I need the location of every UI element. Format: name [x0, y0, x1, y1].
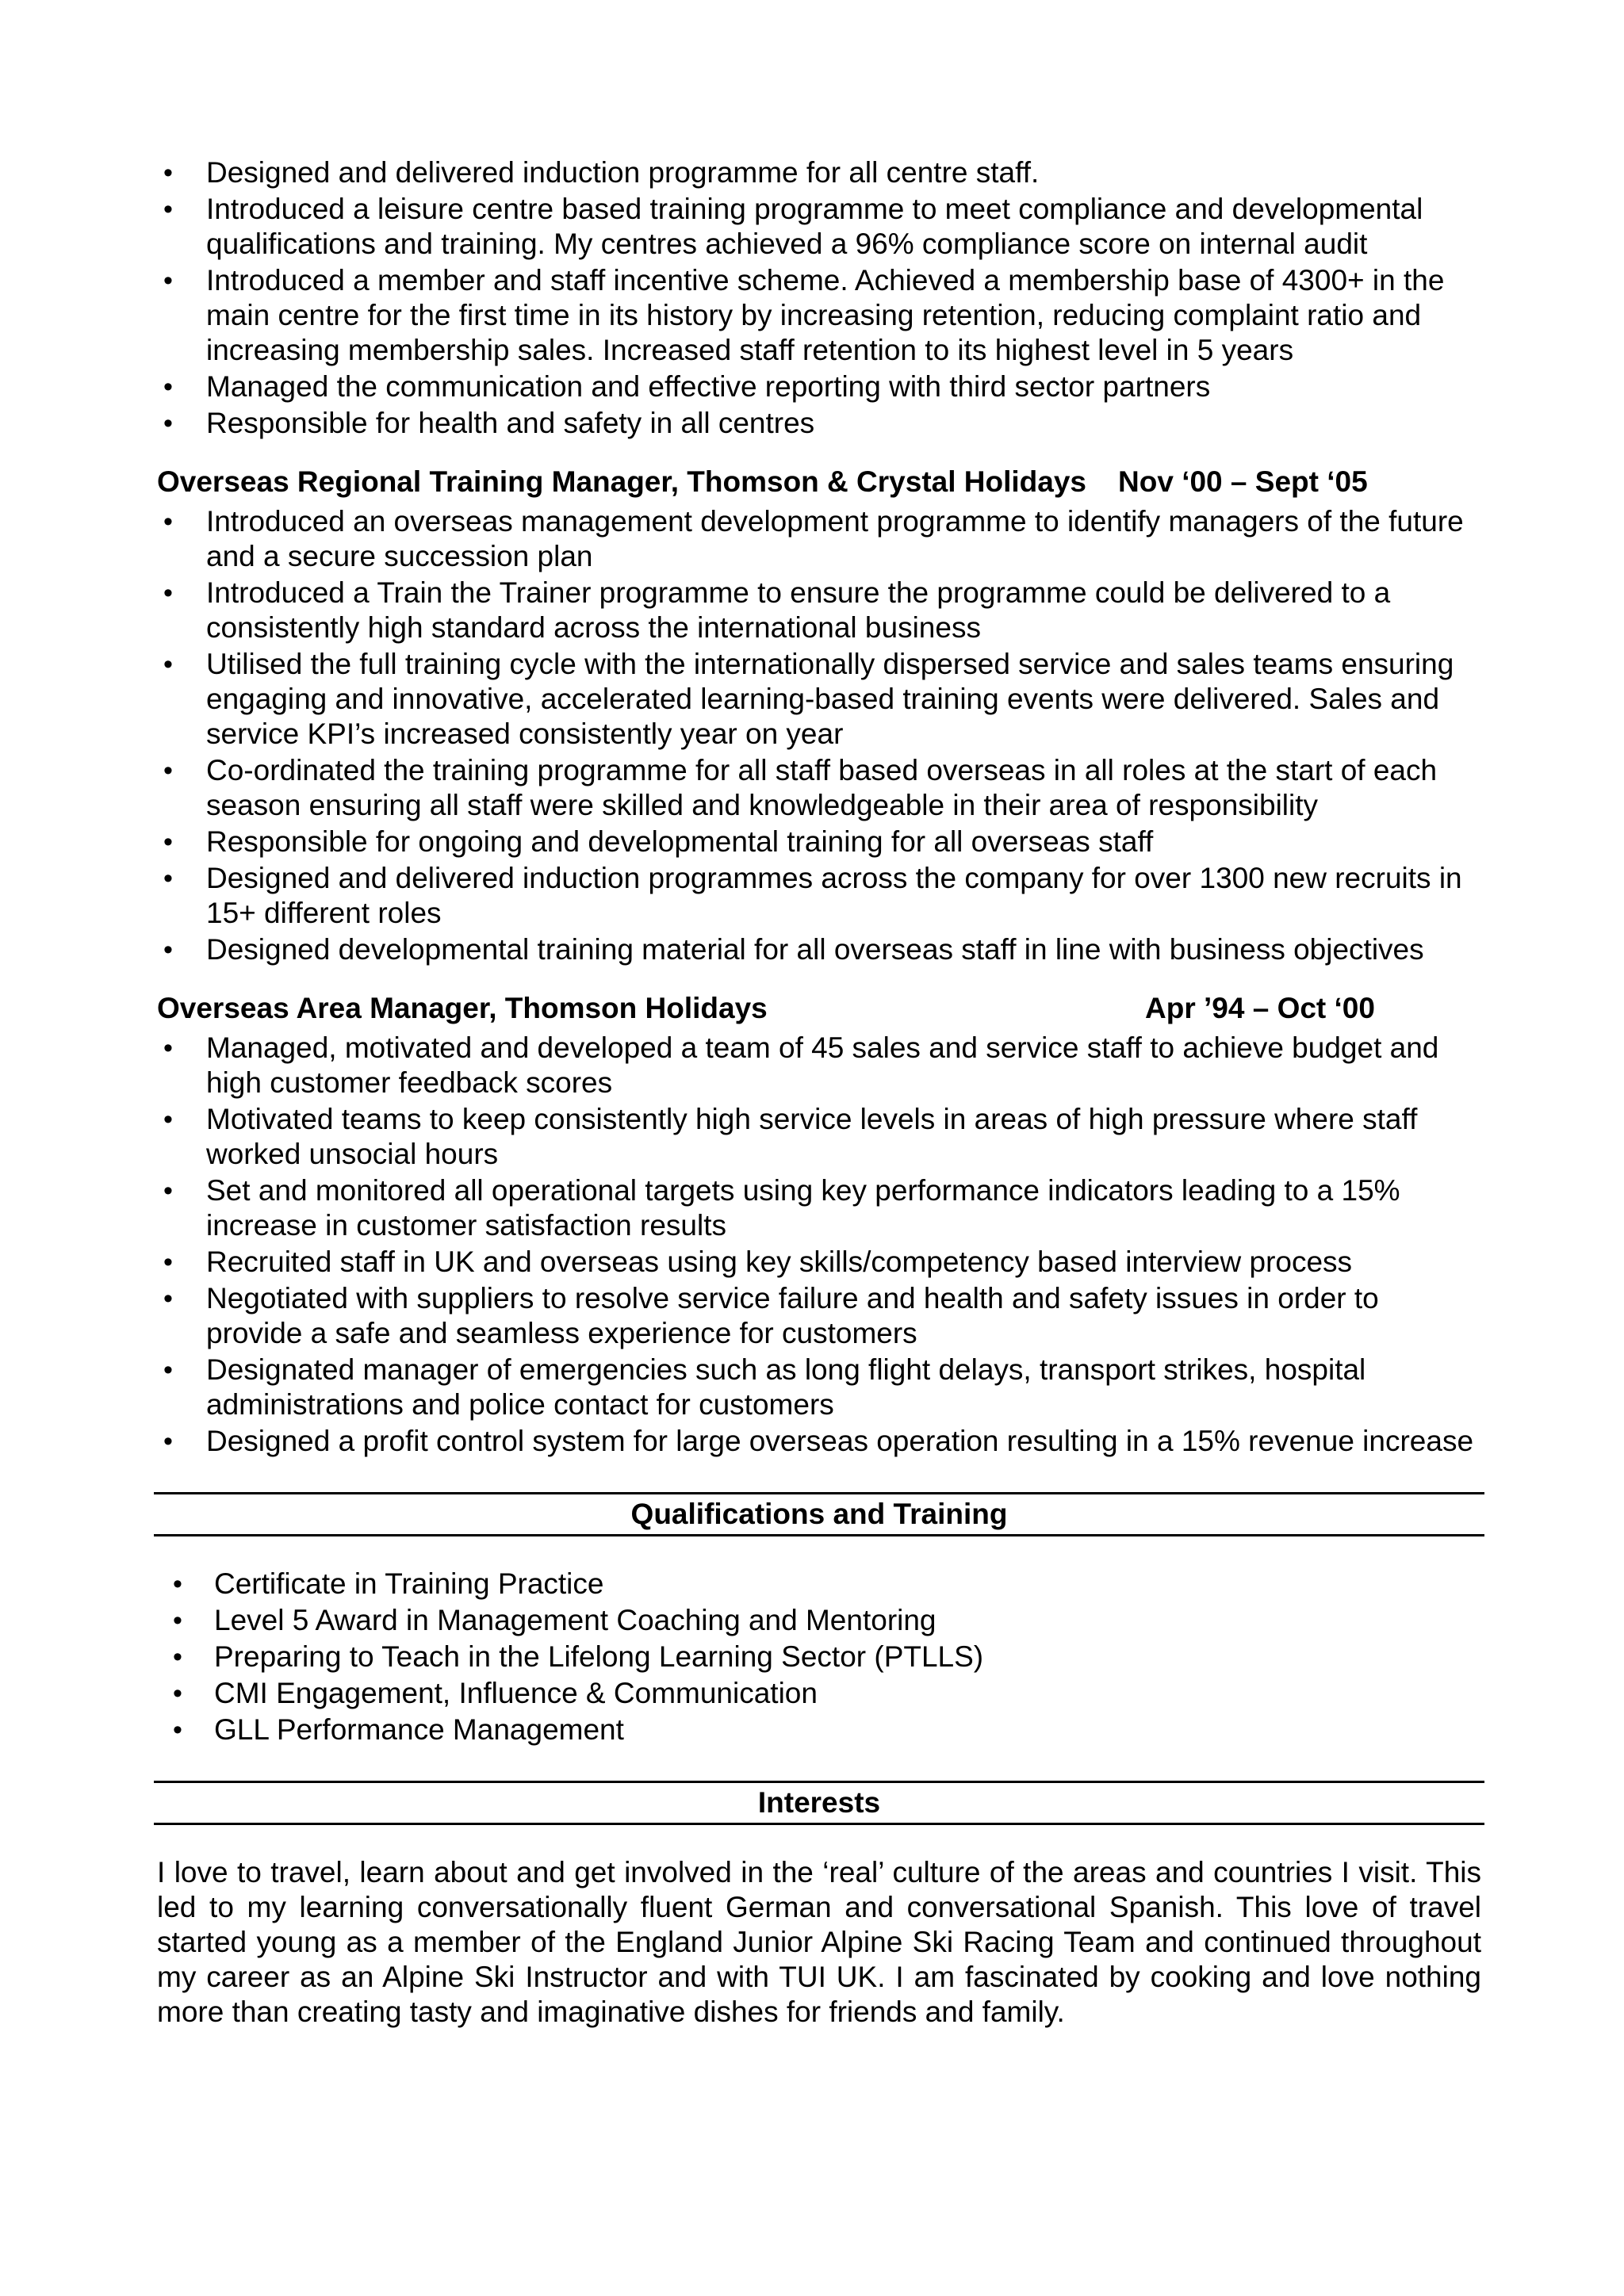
bullet-icon: •: [163, 1355, 173, 1385]
interests-heading: Interests: [154, 1781, 1484, 1825]
bullet-icon: •: [163, 1426, 173, 1456]
job2-bullet-list: [157, 1031, 1481, 1459]
bullet-icon: •: [163, 756, 173, 786]
bullet-icon: •: [173, 1569, 182, 1599]
job-heading-area-manager: [157, 991, 1481, 1026]
bullet-icon: •: [163, 1104, 173, 1135]
list-item: • Negotiated with suppliers to resolve service failure and health and safety issues in order to provide a safe and seamless experience for customers: [163, 1282, 1379, 1349]
job-dates: Apr ’94 – Oct ‘00: [1145, 992, 1375, 1024]
list-item: • Introduced a Train the Trainer programme to ensure the programme could be delivered to a consistently high standard across the international business: [163, 576, 1391, 644]
list-item: • Responsible for health and safety in all centres: [163, 407, 815, 439]
bullet-icon: •: [163, 408, 173, 438]
list-item: • Motivated teams to keep consistently high service levels in areas of high pressure where staff worked unsocial hours: [163, 1103, 1418, 1170]
job-dates: Nov ‘00 – Sept ‘05: [1118, 465, 1368, 498]
bullet-icon: •: [163, 827, 173, 857]
qualifications-heading: Qualifications and Training: [154, 1492, 1484, 1536]
bullet-icon: •: [163, 578, 173, 608]
bullet-icon: •: [173, 1605, 182, 1636]
list-item: • Co-ordinated the training programme for all staff based overseas in all roles at the start of each season ensuring all staff were skilled and knowledgeable in their area of responsibility: [163, 754, 1438, 821]
bullet-icon: •: [173, 1642, 182, 1672]
list-item: • Designated manager of emergencies such as long flight delays, transport strikes, hospital administrations and police contact for customers: [163, 1353, 1366, 1421]
list-item: • Designed and delivered induction programmes across the company for over 1300 new recruits in 15+ different roles: [163, 862, 1462, 929]
bullet-icon: •: [173, 1715, 182, 1745]
list-item: • Preparing to Teach in the Lifelong Learning Sector (PTLLS): [173, 1640, 984, 1673]
list-item: • GLL Performance Management: [173, 1713, 624, 1746]
intro-bullet-list: [157, 155, 1481, 441]
bullet-icon: •: [173, 1678, 182, 1709]
bullet-icon: •: [163, 158, 173, 188]
bullet-icon: •: [163, 863, 173, 894]
list-item: • Level 5 Award in Management Coaching and Mentoring: [173, 1604, 936, 1636]
list-item: • CMI Engagement, Influence & Communication: [173, 1677, 818, 1709]
list-item: • Managed, motivated and developed a team of 45 sales and service staff to achieve budget and high customer feedback scores: [163, 1031, 1439, 1099]
job1-bullet-list: [157, 504, 1481, 967]
bullet-icon: •: [163, 1176, 173, 1206]
list-item: • Designed a profit control system for large overseas operation resulting in a 15% revenue increase: [163, 1425, 1474, 1457]
list-item: • Designed and delivered induction programme for all centre staff.: [163, 156, 1040, 189]
bullet-icon: •: [163, 266, 173, 296]
list-item: • Introduced an overseas management development programme to identify managers of the future and a secure succession plan: [163, 505, 1464, 572]
cv-page: [157, 155, 1481, 2059]
list-item: • Recruited staff in UK and overseas using key skills/competency based interview process: [163, 1246, 1353, 1278]
bullet-icon: •: [163, 1284, 173, 1314]
bullet-icon: •: [163, 649, 173, 679]
bullet-icon: •: [163, 507, 173, 537]
interests-paragraph: I love to travel, learn about and get involved in the ‘real’ culture of the areas and countries I visit. This led to my learning conversationally fluent German and conversational Spanish. This love of travel started young as a member of the England Junior Alpine Ski Racing Team and continued throughout my career as an Alpine Ski Instructor and with TUI UK. I am fascinated by cooking and love nothing more than creating tasty and imaginative dishes for friends and family.: [157, 1856, 1481, 2028]
qualifications-list: [157, 1567, 1481, 1747]
list-item: • Designed developmental training material for all overseas staff in line with business objectives: [163, 933, 1424, 966]
list-item: • Responsible for ongoing and developmental training for all overseas staff: [163, 825, 1154, 858]
bullet-icon: •: [163, 1247, 173, 1277]
job-title: Overseas Regional Training Manager, Thomson & Crystal Holidays: [157, 465, 1087, 498]
job-title: Overseas Area Manager, Thomson Holidays: [157, 992, 768, 1024]
bullet-icon: •: [163, 1033, 173, 1063]
job-heading-regional-training-manager: [157, 465, 1481, 499]
bullet-icon: •: [163, 935, 173, 965]
list-item: • Managed the communication and effective reporting with third sector partners: [163, 370, 1211, 403]
bullet-icon: •: [163, 372, 173, 402]
list-item: • Set and monitored all operational targets using key performance indicators leading to a 15% increase in customer satisfaction results: [163, 1174, 1400, 1242]
list-item: • Utilised the full training cycle with the internationally dispersed service and sales teams ensuring engaging and innovative, accelerated learning-based training events were delivered. Sales and service KPI’s increased consistently year on year: [163, 648, 1454, 750]
bullet-icon: •: [163, 194, 173, 224]
list-item: • Introduced a leisure centre based training programme to meet compliance and developmental qualifications and training. My centres achieved a 96% compliance score on internal audit: [163, 193, 1423, 260]
list-item: • Introduced a member and staff incentive scheme. Achieved a membership base of 4300+ in the main centre for the first time in its history by increasing retention, reducing complaint ratio and increasing membership sales. Increased staff retention to its highest level in 5 years: [163, 264, 1445, 366]
list-item: • Certificate in Training Practice: [173, 1567, 604, 1600]
